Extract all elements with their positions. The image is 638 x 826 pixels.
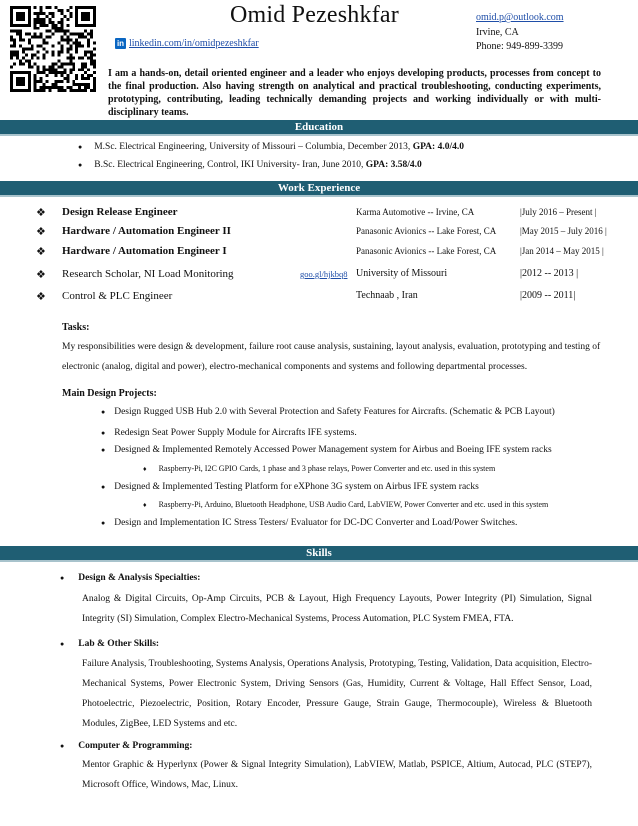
tasks-heading: Tasks: (62, 322, 90, 333)
work-heading: Work Experience (0, 181, 638, 195)
bullet-icon: ● (101, 483, 106, 491)
email-link[interactable]: omid.p@outlook.com (476, 12, 564, 23)
project-item (101, 518, 517, 528)
education-divider (0, 134, 638, 136)
linkedin-link[interactable]: linkedin.com/in/omidpezeshkfar (129, 38, 259, 49)
skill-group-title (60, 573, 200, 583)
job-dates: |Jan 2014 – May 2015 | (520, 246, 604, 256)
project-short-link[interactable]: goo.gl/hjkbq8 (300, 269, 348, 279)
summary-paragraph: I am a hands-on, detail oriented engineer and a leader who enjoys developing products, processes from concept to the final production. Also having strength on analytical and practical troubleshooting, conducting experiments, prototyping, contributing, leading technically demanding projects and working individually or with multi-disciplinary teams. (108, 68, 601, 118)
project-subitem (143, 464, 495, 473)
skill-group-title (60, 741, 192, 751)
job-dates: |May 2015 – July 2016 | (520, 226, 607, 236)
job-company: Technaab , Iran (356, 290, 418, 301)
work-row (36, 245, 626, 261)
job-dates: |July 2016 – Present | (520, 207, 597, 217)
education-heading: Education (0, 120, 638, 134)
bullet-icon: ● (101, 446, 106, 454)
linkedin-icon: in (116, 39, 125, 48)
bullet-icon: ● (101, 408, 106, 416)
skill-group-text: Analog & Digital Circuits, Op-Amp Circuits, PCB & Layout, High Frequency Layouts, Power Integrity (PI) Simulation, Signal Integrity (SI) Simulation, Complex Electro-Mechanical Systems, Process Automation, PLC System FMEA, FTA. (82, 594, 592, 624)
job-company: Panasonic Avionics -- Lake Forest, CA (356, 246, 497, 256)
job-company: Karma Automotive -- Irvine, CA (356, 207, 475, 217)
diamond-bullet-icon: ♦ (143, 464, 147, 473)
education-degree: M.Sc. Electrical Engineering, University of Missouri – Columbia, December 2013, (94, 142, 413, 152)
city-text: Irvine, CA (476, 27, 519, 38)
project-text: Design Rugged USB Hub 2.0 with Several Protection and Safety Features for Aircrafts. (Schematic & PCB Layout) (114, 407, 555, 417)
project-item (101, 445, 552, 455)
candidate-name: Omid Pezeshkfar (230, 2, 399, 28)
project-text: Designed & Implemented Testing Platform for eXPhone 3G system on Airbus IFE system racks (114, 482, 479, 492)
diamond-bullet-icon: ♦ (143, 500, 147, 509)
education-gpa: GPA: 4.0/4.0 (412, 142, 464, 152)
work-row (36, 225, 626, 241)
job-title: Research Scholar, NI Load Monitoring (62, 268, 234, 280)
bullet-icon: ● (60, 574, 65, 582)
bullet-icon: ● (60, 640, 65, 648)
project-text: Redesign Seat Power Supply Module for Aircrafts IFE systems. (114, 428, 357, 438)
job-company: Panasonic Avionics -- Lake Forest, CA (356, 226, 497, 236)
project-item (101, 482, 479, 492)
bullet-icon: ● (78, 143, 83, 151)
project-subitem (143, 500, 548, 509)
project-text: Design and Implementation IC Stress Testers/ Evaluator for DC-DC Converter and Load/Power Switches. (114, 518, 518, 528)
skill-group-label: Lab & Other Skills: (78, 639, 160, 649)
linkedin-row[interactable] (115, 37, 259, 50)
qr-code (10, 6, 96, 92)
job-title: Design Release Engineer (62, 206, 178, 218)
skill-group-text: Mentor Graphic & Hyperlynx (Power & Signal Integrity Simulation), LabVIEW, Matlab, PSPICE, Altium, Autocad, PLC (STEP7), Microsoft Office, Windows, Mac, Linux. (82, 760, 592, 790)
diamond-bullet-icon: ❖ (36, 246, 46, 258)
project-subtext: Raspberry-Pi, I2C GPIO Cards, 1 phase and 3 phase relays, Power Converter and etc. used in this system (158, 464, 496, 473)
project-item (101, 428, 357, 438)
education-item (78, 142, 464, 152)
diamond-bullet-icon: ❖ (36, 291, 46, 303)
bullet-icon: ● (101, 429, 106, 437)
phone-text: Phone: 949-899-3399 (476, 41, 563, 52)
bullet-icon: ● (101, 519, 106, 527)
job-dates: |2012 -- 2013 | (520, 268, 579, 279)
education-item (78, 160, 422, 170)
project-text: Designed & Implemented Remotely Accessed Power Management system for Airbus and Boeing IFE system racks (114, 445, 552, 455)
tasks-paragraph: My responsibilities were design & development, failure root cause analysis, sustaining, layout analysis, evaluation, prototyping and testing of electronic (analog, digital and power), electro-mechanical components and systems and following departmental processes. (62, 342, 601, 372)
diamond-bullet-icon: ❖ (36, 207, 46, 219)
bullet-icon: ● (78, 161, 83, 169)
skill-group-title (60, 639, 159, 649)
skills-divider (0, 560, 638, 562)
job-title: Control & PLC Engineer (62, 290, 173, 302)
bullet-icon: ● (60, 742, 65, 750)
work-divider (0, 195, 638, 197)
projects-heading: Main Design Projects: (62, 388, 157, 399)
project-subtext: Raspberry-Pi, Arduino, Bluetooth Headphone, USB Audio Card, LabVIEW, Power Converter and etc. used in this system (158, 500, 549, 509)
job-title: Hardware / Automation Engineer II (62, 225, 231, 237)
work-row (36, 206, 626, 222)
diamond-bullet-icon: ❖ (36, 226, 46, 238)
education-gpa: GPA: 3.58/4.0 (365, 160, 422, 170)
work-row (36, 268, 626, 284)
skill-group-text: Failure Analysis, Troubleshooting, Systems Analysis, Operations Analysis, Prototyping, Testing, Validation, Data acquisition, Electro-Mechanical Systems, Power Electronic System, Driving Sensors (Gas, Humidity, Current & Voltage, Hall Effect Sensor, Load, Photoelectric, Piezoelectric, Position, Rotary Encoder, Pressure Gauge, Strain Gauge, Thermocouple), Wireless & Bluetooth Modules, ZigBee, LED Systems and etc. (82, 659, 592, 729)
diamond-bullet-icon: ❖ (36, 269, 46, 281)
skill-group-label: Computer & Programming: (78, 741, 193, 751)
work-row (36, 290, 626, 306)
skill-group-label: Design & Analysis Specialties: (78, 573, 201, 583)
education-degree: B.Sc. Electrical Engineering, Control, IKI University- Iran, June 2010, (94, 160, 366, 170)
project-item (101, 407, 555, 417)
skills-heading: Skills (0, 546, 638, 560)
job-title: Hardware / Automation Engineer I (62, 245, 227, 257)
job-company: University of Missouri (356, 268, 448, 279)
job-dates: |2009 -- 2011| (520, 290, 576, 301)
